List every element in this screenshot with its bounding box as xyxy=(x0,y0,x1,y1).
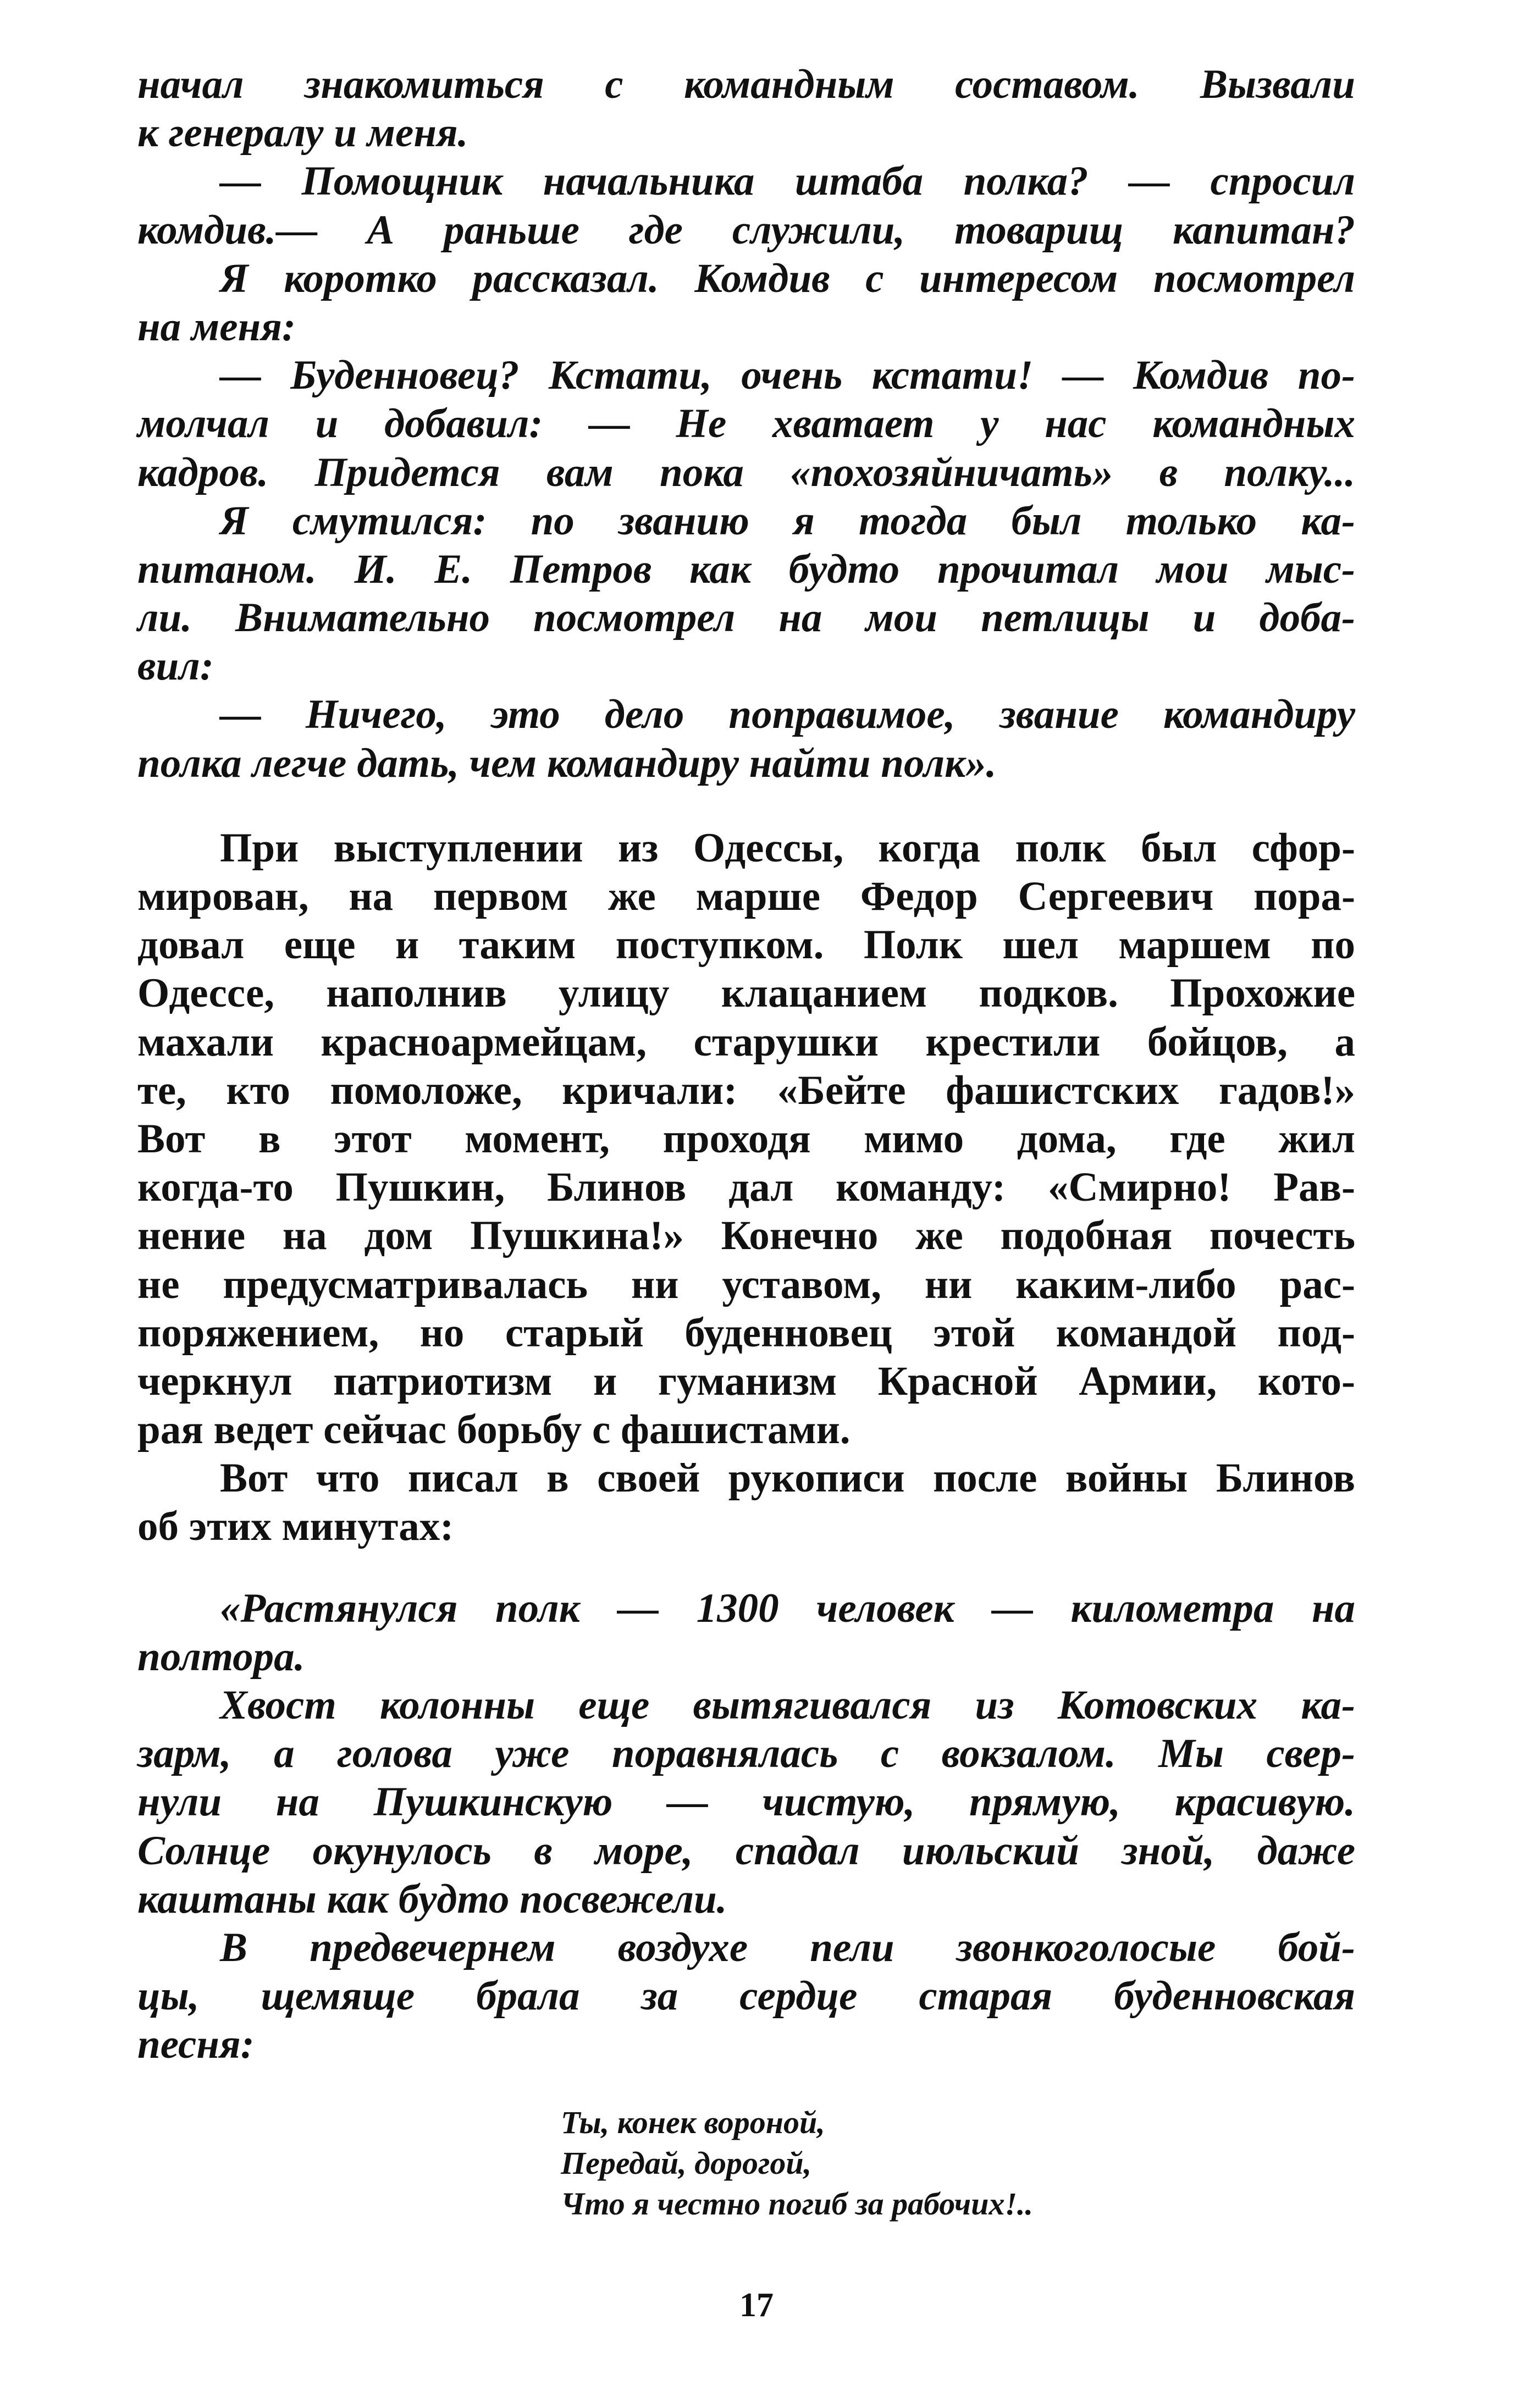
text-line: Одессе, наполнив улицу клацанием подков. Прохожие xyxy=(137,970,1355,1017)
text-line: каштаны как будто посвежели. xyxy=(137,1876,727,1922)
text-line: — Ничего, это дело поправимое, звание командиру xyxy=(220,692,1355,738)
text-line: «Растянулся полк — 1300 человек — километра на xyxy=(220,1585,1355,1631)
text-line: песня: xyxy=(137,2022,255,2068)
text-line: не предусматривалась ни уставом, ни каким-либо рас- xyxy=(137,1261,1355,1307)
quote-block-2 xyxy=(137,1584,1355,2069)
paragraph-gap xyxy=(137,788,1355,824)
text-line: — Помощник начальника штаба полка? — спросил xyxy=(220,158,1355,205)
text-line: начал знакомиться с командным составом. Вызвали xyxy=(137,62,1355,107)
text-line: поряжением, но старый буденновец этой командой под- xyxy=(137,1310,1355,1356)
quote-block-1 xyxy=(137,60,1355,788)
text-line: вил: xyxy=(137,643,214,689)
text-line: об этих минутах: xyxy=(137,1504,454,1550)
text-line: — Буденновец? Кстати, очень кстати! — Комдив по- xyxy=(220,352,1355,399)
paragraph-gap xyxy=(137,2069,1355,2102)
text-line: молчал и добавил: — Не хватает у нас командных xyxy=(137,401,1355,447)
paragraph-gap xyxy=(137,1551,1355,1584)
text-line: когда-то Пушкин, Блинов дал команду: «Смирно! Рав- xyxy=(137,1164,1355,1211)
verse-block xyxy=(561,2102,1355,2224)
verse-line: Ты, конек вороной, xyxy=(561,2104,825,2140)
text-line: При выступлении из Одессы, когда полк был сфор- xyxy=(220,825,1355,871)
text-line: Я смутился: по званию я тогда был только ка- xyxy=(220,498,1355,544)
text-line: цы, щемяще брала за сердце старая буденновская xyxy=(137,1973,1355,2019)
text-line: кадров. Придется вам пока «похозяйничать» в полку... xyxy=(137,449,1355,495)
text-line: Солнце окунулось в море, спадал июльский зной, даже xyxy=(137,1827,1355,1874)
text-line: полтора. xyxy=(137,1633,305,1680)
text-line: ли. Внимательно посмотрел на мои петлицы и доба- xyxy=(137,595,1355,641)
text-line: питаном. И. Е. Петров как будто прочитал мои мыс- xyxy=(137,546,1355,592)
text-line: мирован, на первом же марше Федор Сергеевич пора- xyxy=(137,874,1355,919)
text-line: рая ведет сейчас борьбу с фашистами. xyxy=(137,1407,851,1453)
main-text-block xyxy=(137,824,1355,1551)
text-line: черкнул патриотизм и гуманизм Красной Армии, кото- xyxy=(137,1358,1355,1404)
text-line: Вот в этот момент, проходя мимо дома, где жил xyxy=(137,1115,1355,1162)
text-line: нение на дом Пушкина!» Конечно же подобная почесть xyxy=(137,1213,1355,1259)
text-line: комдив.— А раньше где служили, товарищ капитан? xyxy=(137,207,1355,253)
text-line: те, кто помоложе, кричали: «Бейте фашистских гадов!» xyxy=(137,1067,1355,1113)
text-line: махали красноармейцам, старушки крестили бойцов, а xyxy=(137,1019,1355,1065)
page-number: 17 xyxy=(739,2287,774,2324)
text-line: полка легче дать, чем командиру найти полк». xyxy=(137,740,997,786)
text-line: Вот что писал в своей рукописи после войны Блинов xyxy=(220,1455,1355,1501)
text-line: нули на Пушкинскую — чистую, прямую, красивую. xyxy=(137,1779,1355,1825)
verse-line: Что я честно погиб за рабочих!.. xyxy=(561,2185,1034,2222)
text-line: к генералу и меня. xyxy=(137,110,468,156)
page-body xyxy=(137,60,1355,2224)
text-line: В предвечернем воздухе пели звонкоголосые бой- xyxy=(220,1924,1355,1970)
text-line: Хвост колонны еще вытягивался из Котовских ка- xyxy=(220,1682,1355,1728)
text-line: зарм, а голова уже поравнялась с вокзалом. Мы свер- xyxy=(137,1731,1355,1777)
verse-line: Передай, дорогой, xyxy=(561,2145,812,2181)
text-line: довал еще и таким поступком. Полк шел маршем по xyxy=(137,922,1355,968)
text-line: на меня: xyxy=(137,303,296,350)
text-line: Я коротко рассказал. Комдив с интересом посмотрел xyxy=(220,255,1355,301)
